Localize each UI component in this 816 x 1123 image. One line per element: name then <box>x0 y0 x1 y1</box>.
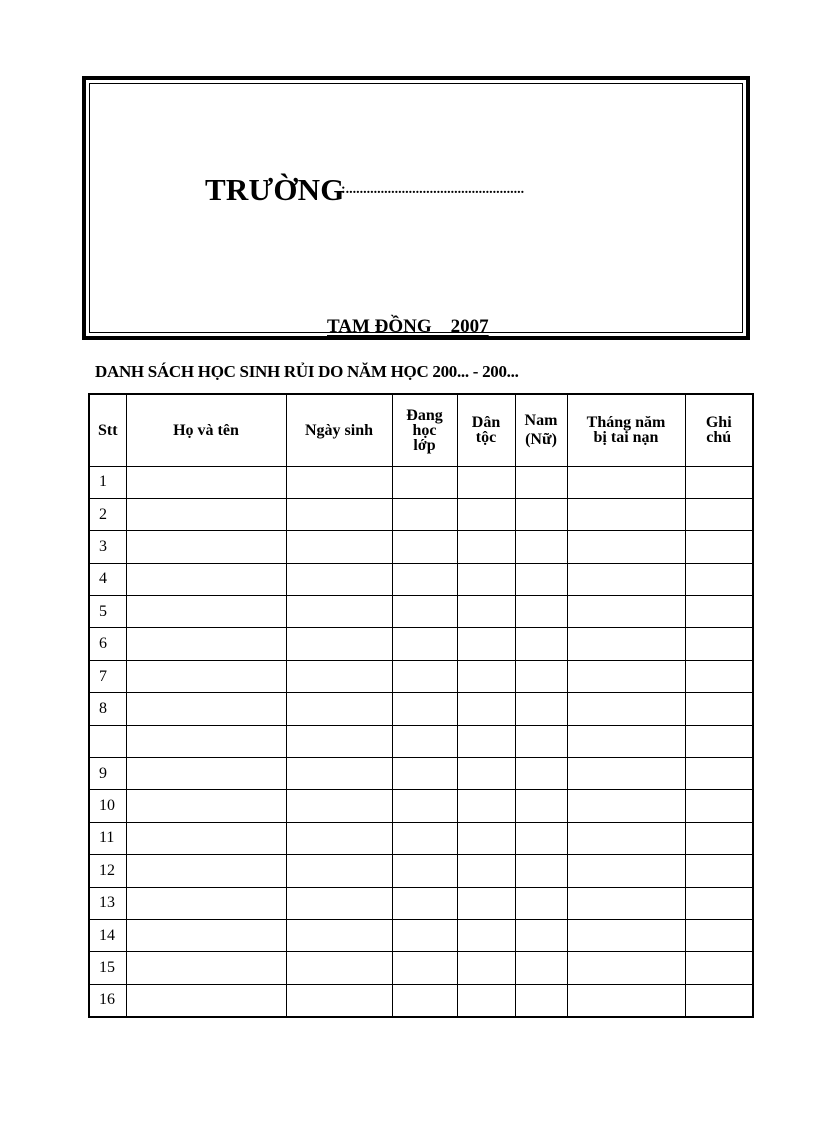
ethnic-cell[interactable] <box>457 887 515 919</box>
class-cell[interactable] <box>392 466 457 498</box>
dob-cell[interactable] <box>286 952 392 984</box>
name-cell[interactable] <box>126 887 286 919</box>
table-row <box>89 758 753 790</box>
note-cell[interactable] <box>685 498 753 530</box>
list-title: DANH SÁCH HỌC SINH RỦI DO NĂM HỌC 200... - 200... <box>95 362 519 381</box>
table-row <box>89 725 753 757</box>
gender-cell[interactable] <box>515 822 567 854</box>
accident-date-cell[interactable] <box>567 531 685 563</box>
dob-cell[interactable] <box>286 498 392 530</box>
school-label: TRƯỜNG <box>205 172 345 207</box>
gender-cell[interactable] <box>515 531 567 563</box>
dob-cell[interactable] <box>286 919 392 951</box>
accident-date-cell[interactable] <box>567 498 685 530</box>
name-cell[interactable] <box>126 660 286 692</box>
gender-cell[interactable] <box>515 693 567 725</box>
student-roster-table <box>88 393 754 1018</box>
table-row <box>89 628 753 660</box>
note-cell[interactable] <box>685 725 753 757</box>
gender-cell[interactable] <box>515 498 567 530</box>
ethnic-cell[interactable] <box>457 822 515 854</box>
dob-cell[interactable] <box>286 887 392 919</box>
ethnic-cell[interactable] <box>457 919 515 951</box>
header-note: Ghi chú <box>685 394 753 466</box>
stt-cell: 7 <box>89 660 126 692</box>
class-cell[interactable] <box>392 531 457 563</box>
header-ethnic: Dân tộc <box>457 394 515 466</box>
dob-cell[interactable] <box>286 628 392 660</box>
name-cell[interactable] <box>126 628 286 660</box>
gender-cell[interactable] <box>515 596 567 628</box>
accident-date-cell[interactable] <box>567 984 685 1016</box>
stt-cell: 1 <box>89 466 126 498</box>
accident-date-cell[interactable] <box>567 822 685 854</box>
class-cell[interactable] <box>392 984 457 1016</box>
gender-cell[interactable] <box>515 725 567 757</box>
table-row <box>89 790 753 822</box>
header-gender: Nam (Nữ) <box>515 394 567 466</box>
gender-cell[interactable] <box>515 660 567 692</box>
ethnic-cell[interactable] <box>457 758 515 790</box>
stt-cell: 11 <box>89 822 126 854</box>
ethnic-cell[interactable] <box>457 725 515 757</box>
name-cell[interactable] <box>126 822 286 854</box>
table-row <box>89 887 753 919</box>
table-row <box>89 822 753 854</box>
dob-cell[interactable] <box>286 693 392 725</box>
school-name-blank: :................................................... <box>341 182 525 197</box>
note-cell[interactable] <box>685 466 753 498</box>
cover-box <box>82 76 750 340</box>
gender-cell[interactable] <box>515 952 567 984</box>
ethnic-cell[interactable] <box>457 790 515 822</box>
ethnic-cell[interactable] <box>457 531 515 563</box>
table-row <box>89 466 753 498</box>
dob-cell[interactable] <box>286 563 392 595</box>
stt-cell: 10 <box>89 790 126 822</box>
name-cell[interactable] <box>126 596 286 628</box>
class-cell[interactable] <box>392 919 457 951</box>
gender-cell[interactable] <box>515 466 567 498</box>
accident-date-cell[interactable] <box>567 628 685 660</box>
gender-cell[interactable] <box>515 855 567 887</box>
accident-date-cell[interactable] <box>567 790 685 822</box>
dob-cell[interactable] <box>286 984 392 1016</box>
table-row <box>89 563 753 595</box>
accident-date-cell[interactable] <box>567 466 685 498</box>
header-stt: Stt <box>89 394 126 466</box>
ethnic-cell[interactable] <box>457 596 515 628</box>
stt-cell: 5 <box>89 596 126 628</box>
note-cell[interactable] <box>685 693 753 725</box>
stt-cell: 6 <box>89 628 126 660</box>
name-cell[interactable] <box>126 466 286 498</box>
ethnic-cell[interactable] <box>457 563 515 595</box>
accident-date-cell[interactable] <box>567 855 685 887</box>
name-cell[interactable] <box>126 531 286 563</box>
cover-inner-border <box>89 83 743 333</box>
ethnic-cell[interactable] <box>457 660 515 692</box>
gender-cell[interactable] <box>515 628 567 660</box>
class-cell[interactable] <box>392 822 457 854</box>
dob-cell[interactable] <box>286 596 392 628</box>
header-name: Họ và tên <box>126 394 286 466</box>
accident-date-cell[interactable] <box>567 952 685 984</box>
table-row <box>89 498 753 530</box>
accident-date-cell[interactable] <box>567 887 685 919</box>
name-cell[interactable] <box>126 758 286 790</box>
dob-cell[interactable] <box>286 531 392 563</box>
table-row <box>89 596 753 628</box>
class-cell[interactable] <box>392 693 457 725</box>
class-cell[interactable] <box>392 855 457 887</box>
note-cell[interactable] <box>685 790 753 822</box>
dob-cell[interactable] <box>286 758 392 790</box>
ethnic-cell[interactable] <box>457 693 515 725</box>
ethnic-cell[interactable] <box>457 984 515 1016</box>
name-cell[interactable] <box>126 725 286 757</box>
table-row <box>89 919 753 951</box>
ethnic-cell[interactable] <box>457 855 515 887</box>
gender-cell[interactable] <box>515 758 567 790</box>
accident-date-cell[interactable] <box>567 693 685 725</box>
ethnic-cell[interactable] <box>457 498 515 530</box>
stt-cell: 12 <box>89 855 126 887</box>
class-cell[interactable] <box>392 790 457 822</box>
note-cell[interactable] <box>685 531 753 563</box>
class-cell[interactable] <box>392 563 457 595</box>
class-cell[interactable] <box>392 887 457 919</box>
note-cell[interactable] <box>685 596 753 628</box>
note-cell[interactable] <box>685 628 753 660</box>
stt-cell: 15 <box>89 952 126 984</box>
accident-date-cell[interactable] <box>567 660 685 692</box>
ethnic-cell[interactable] <box>457 628 515 660</box>
dob-cell[interactable] <box>286 790 392 822</box>
class-cell[interactable] <box>392 596 457 628</box>
class-cell[interactable] <box>392 660 457 692</box>
name-cell[interactable] <box>126 984 286 1016</box>
note-cell[interactable] <box>685 919 753 951</box>
stt-cell: 2 <box>89 498 126 530</box>
accident-date-cell[interactable] <box>567 725 685 757</box>
name-cell[interactable] <box>126 498 286 530</box>
accident-date-cell[interactable] <box>567 758 685 790</box>
note-cell[interactable] <box>685 887 753 919</box>
dob-cell[interactable] <box>286 822 392 854</box>
dob-cell[interactable] <box>286 466 392 498</box>
dob-cell[interactable] <box>286 660 392 692</box>
class-cell[interactable] <box>392 952 457 984</box>
note-cell[interactable] <box>685 758 753 790</box>
table-row <box>89 660 753 692</box>
stt-cell: 14 <box>89 919 126 951</box>
class-cell[interactable] <box>392 725 457 757</box>
header-row <box>89 394 753 466</box>
table-row <box>89 531 753 563</box>
table-row <box>89 693 753 725</box>
ethnic-cell[interactable] <box>457 952 515 984</box>
note-cell[interactable] <box>685 855 753 887</box>
name-cell[interactable] <box>126 563 286 595</box>
table-row <box>89 855 753 887</box>
note-cell[interactable] <box>685 822 753 854</box>
accident-date-cell[interactable] <box>567 919 685 951</box>
class-cell[interactable] <box>392 758 457 790</box>
gender-cell[interactable] <box>515 919 567 951</box>
accident-date-cell[interactable] <box>567 596 685 628</box>
stt-cell <box>89 725 126 757</box>
gender-cell[interactable] <box>515 887 567 919</box>
stt-cell: 3 <box>89 531 126 563</box>
name-cell[interactable] <box>126 790 286 822</box>
header-accident-date: Tháng năm bị tai nạn <box>567 394 685 466</box>
class-cell[interactable] <box>392 628 457 660</box>
table-row <box>89 984 753 1016</box>
note-cell[interactable] <box>685 660 753 692</box>
stt-cell: 9 <box>89 758 126 790</box>
name-cell[interactable] <box>126 919 286 951</box>
gender-cell[interactable] <box>515 790 567 822</box>
gender-cell[interactable] <box>515 984 567 1016</box>
stt-cell: 8 <box>89 693 126 725</box>
gender-cell[interactable] <box>515 563 567 595</box>
table-row <box>89 952 753 984</box>
dob-cell[interactable] <box>286 855 392 887</box>
name-cell[interactable] <box>126 855 286 887</box>
header-class: Đang học lớp <box>392 394 457 466</box>
header-dob: Ngày sinh <box>286 394 392 466</box>
name-cell[interactable] <box>126 693 286 725</box>
ethnic-cell[interactable] <box>457 466 515 498</box>
place-year: TAM ĐỒNG 2007 <box>327 316 489 337</box>
accident-date-cell[interactable] <box>567 563 685 595</box>
dob-cell[interactable] <box>286 725 392 757</box>
stt-cell: 4 <box>89 563 126 595</box>
note-cell[interactable] <box>685 563 753 595</box>
note-cell[interactable] <box>685 952 753 984</box>
stt-cell: 13 <box>89 887 126 919</box>
name-cell[interactable] <box>126 952 286 984</box>
note-cell[interactable] <box>685 984 753 1016</box>
stt-cell: 16 <box>89 984 126 1016</box>
class-cell[interactable] <box>392 498 457 530</box>
